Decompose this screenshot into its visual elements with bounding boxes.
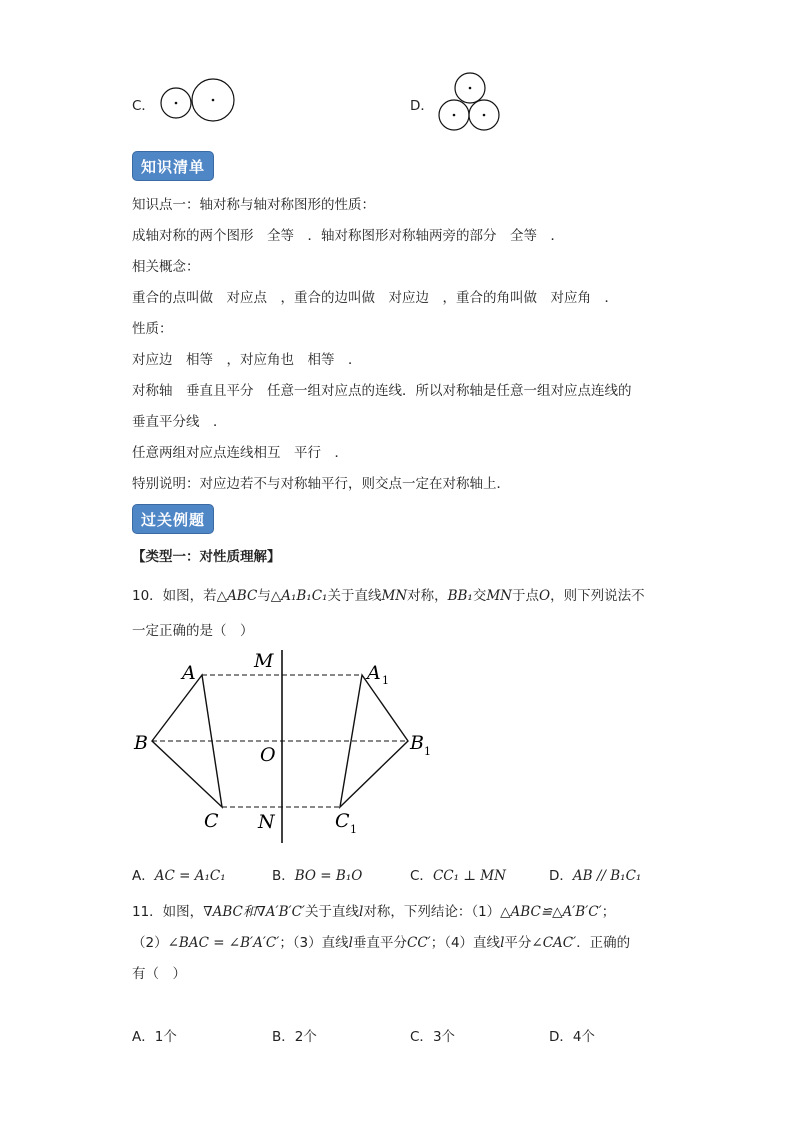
q11-prefix: 11．如图， — [132, 904, 204, 920]
q10-mid1: 与△ — [257, 588, 282, 604]
right-circle-center — [483, 114, 486, 117]
q10-tail: ，则下列说法不 — [550, 588, 645, 604]
q10-option-b-expr: BO = B₁O — [294, 868, 363, 884]
knowledge-line-8: 垂直平分线 ． — [132, 414, 227, 430]
q11-item3-text: ；（3）直线 — [279, 935, 349, 951]
q11-item4-text: ；（4）直线 — [430, 935, 501, 951]
q10-option-d-expr: AB // B₁C₁ — [572, 868, 642, 884]
q11-semicolon: ； — [601, 904, 616, 920]
q11-line-l: l — [359, 904, 364, 920]
q10-line-mn: MN — [381, 588, 408, 604]
label-b: B — [134, 732, 148, 754]
knowledge-line-7: 对称轴 垂直且平分 任意一组对应点的连线．所以对称轴是任意一组对应点连线的 — [132, 383, 632, 399]
q10-mid5: 于点 — [512, 588, 539, 604]
label-c1-sub: 1 — [350, 823, 357, 836]
q10-triangle-a1b1c1: A₁B₁C₁ — [281, 588, 328, 604]
q11-angle-cac: ∠CAC′ — [531, 935, 577, 951]
q11-line-l-2: l — [348, 935, 353, 951]
label-b1: B — [410, 732, 424, 754]
q11-option-d[interactable] — [549, 1025, 595, 1045]
option-c-label: C． — [132, 98, 155, 114]
type-heading: 【类型一：对性质理解】 — [132, 549, 281, 565]
q10-point-o: O — [539, 588, 551, 604]
q10-line-1 — [132, 584, 645, 604]
q11-correct-text: ．正确的 — [576, 935, 631, 951]
q10-triangle-abc: ABC — [227, 588, 258, 604]
q11-perp-bisect-text: 垂直平分 — [352, 935, 407, 951]
label-a1: A — [367, 662, 381, 684]
q11-line-3: 有（ ） — [132, 966, 186, 982]
knowledge-line-6: 对应边 相等 ，对应角也 相等 ． — [132, 352, 362, 368]
q11-angle-equality: ∠BAC = ∠B′A′C′ — [167, 935, 280, 951]
q10-line-2: 一定正确的是（ ） — [132, 623, 254, 639]
q11-option-b[interactable] — [272, 1025, 317, 1045]
option-d-circles-figure — [434, 70, 504, 134]
q10-segment-bb1: BB₁ — [447, 588, 473, 604]
q11-line-1 — [132, 900, 615, 920]
triangle-a1b1c1 — [340, 675, 408, 807]
q11-option-d-text: 4个 — [572, 1029, 595, 1045]
q11-option-b-text: 2个 — [294, 1029, 317, 1045]
q11-congruence: △ABC≌△A′B′C′ — [500, 904, 602, 920]
q10-option-d-label: D． — [549, 868, 573, 884]
knowledge-line-5: 性质： — [132, 321, 173, 337]
q10-option-a-expr: AC = A₁C₁ — [154, 868, 226, 884]
label-n: N — [258, 811, 275, 833]
label-a: A — [182, 662, 196, 684]
q11-line-l-3: l — [500, 935, 505, 951]
q10-option-a[interactable] — [132, 864, 226, 884]
q11-option-c-text: 3个 — [432, 1029, 456, 1045]
q10-option-c-label: C． — [410, 868, 433, 884]
q10-mid2: 关于直线 — [327, 588, 382, 604]
label-o: O — [260, 744, 276, 766]
label-c: C — [204, 810, 219, 832]
knowledge-badge: 知识清单 — [132, 151, 214, 181]
q11-segment-cc: CC′ — [406, 935, 431, 951]
label-c1: C — [335, 810, 350, 832]
q10-mid3: 对称， — [407, 588, 448, 604]
q10-option-c[interactable] — [410, 864, 506, 884]
q11-option-a-label: A． — [132, 1029, 155, 1045]
q10-prefix: 10．如图，若△ — [132, 588, 228, 604]
label-a1-sub: 1 — [382, 674, 389, 687]
option-c-circles-figure — [158, 78, 238, 124]
top-circle-center — [469, 87, 472, 90]
q10-mid4: 交 — [472, 588, 487, 604]
q11-option-c-label: C． — [410, 1029, 433, 1045]
q10-option-a-label: A． — [132, 868, 155, 884]
knowledge-line-10: 特别说明：对应边若不与对称轴平行，则交点一定在对称轴上． — [132, 476, 510, 492]
q11-text-c: 关于直线 — [305, 904, 359, 920]
q11-option-a[interactable] — [132, 1025, 177, 1045]
knowledge-line-1: 知识点一：轴对称与轴对称图形的性质： — [132, 197, 375, 213]
examples-badge: 过关例题 — [132, 504, 214, 534]
q10-option-c-expr: CC₁ ⊥ MN — [432, 868, 506, 884]
q10-symmetry-figure — [130, 645, 440, 850]
q11-option-c[interactable] — [410, 1025, 455, 1045]
q11-option-a-text: 1个 — [154, 1029, 177, 1045]
large-circle-center — [212, 99, 215, 102]
q11-bisect-text: 平分 — [504, 935, 532, 951]
q10-option-b[interactable] — [272, 864, 362, 884]
knowledge-line-9: 任意两组对应点连线相互 平行 ． — [132, 445, 348, 461]
q11-text-e: 对称，下列结论：（1） — [363, 904, 501, 920]
q10-option-d[interactable] — [549, 864, 641, 884]
label-b1-sub: 1 — [424, 745, 431, 758]
knowledge-line-4: 重合的点叫做 对应点 ，重合的边叫做 对应边 ，重合的角叫做 对应角 ． — [132, 290, 618, 306]
q11-line-2 — [132, 931, 630, 951]
q11-triangles: ∇ABC和∇A′B′C′ — [203, 904, 305, 920]
q10-option-b-label: B． — [272, 868, 295, 884]
q11-option-b-label: B． — [272, 1029, 295, 1045]
small-circle-center — [175, 102, 178, 105]
q11-item2-num: （2） — [132, 935, 168, 951]
option-d-label: D． — [410, 98, 434, 114]
knowledge-line-2: 成轴对称的两个图形 全等 ．轴对称图形对称轴两旁的部分 全等 ． — [132, 228, 564, 244]
q11-option-d-label: D． — [549, 1029, 573, 1045]
label-m: M — [254, 650, 274, 672]
q10-line-mn-2: MN — [486, 588, 512, 604]
left-circle-center — [453, 114, 456, 117]
knowledge-line-3: 相关概念： — [132, 259, 200, 275]
